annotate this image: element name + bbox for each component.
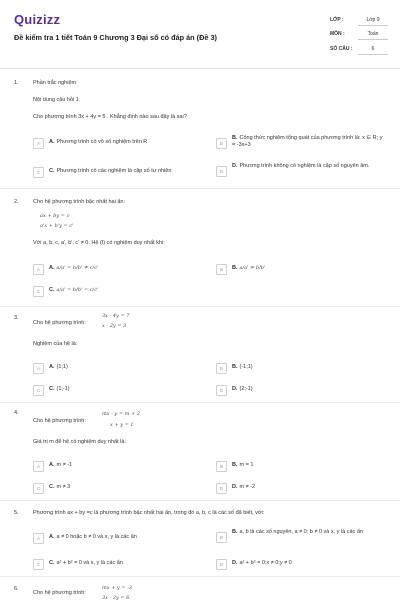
option-text: m = 1 <box>239 462 254 468</box>
option-text: (1;1) <box>56 364 68 370</box>
answer-option[interactable] <box>33 484 203 494</box>
option-letter-badge: C <box>33 483 44 494</box>
option-label: D. <box>232 560 238 566</box>
option-label: B. <box>232 364 238 370</box>
answer-option[interactable] <box>216 364 386 374</box>
question-divider <box>0 306 400 307</box>
option-letter-badge: B <box>216 532 227 543</box>
option-label: D. <box>232 484 238 490</box>
question-number: 5. <box>14 510 19 516</box>
option-label: D. <box>232 163 238 169</box>
question-line: Nghiệm của hệ là: <box>33 341 78 347</box>
option-text: a² + b² = 0;x ≠ 0;y ≠ 0 <box>239 560 292 566</box>
answer-option[interactable] <box>33 364 203 374</box>
option-label: A. <box>49 139 55 145</box>
question-number: 3. <box>14 315 19 321</box>
question-line: Với a, b, c, a', b', c' ≠ 0. Hệ (I) có nghiệm duy nhất khi: <box>33 240 165 246</box>
option-text: (2;-1) <box>239 386 253 392</box>
answer-option[interactable] <box>216 265 386 275</box>
option-text: Phương trình có các nghiệm là cặp số tự nhiên <box>56 168 172 174</box>
answer-option[interactable] <box>33 386 203 396</box>
option-text: m ≠ -1 <box>56 462 73 468</box>
option-text: a² + b² = 0 và x, y là các ẩn <box>56 560 123 566</box>
option-text: Phương trình không có nghiệm là cặp số nguyên âm. <box>239 163 370 169</box>
quizizz-logo: Quizizz <box>14 12 61 27</box>
answer-option[interactable] <box>33 560 208 570</box>
system-equation: 3x - 2y = 6 <box>102 595 130 601</box>
meta-label-subject: MÔN : <box>330 31 345 37</box>
option-letter-badge: D <box>216 385 227 396</box>
answer-option[interactable] <box>216 135 386 149</box>
system-equation: x + y = 1 <box>110 422 134 428</box>
page-title: Đề kiểm tra 1 tiết Toán 9 Chương 3 Đại số có đáp án (Đề 3) <box>14 33 217 42</box>
option-text: a ≠ 0 hoặc b ≠ 0 và x, y là các ẩn <box>56 534 137 540</box>
question-number: 1. <box>14 80 19 86</box>
system-equation: mx + y = -3 <box>102 585 132 591</box>
option-letter-badge: B <box>216 138 227 149</box>
option-label: C. <box>49 560 55 566</box>
option-text: a/a' = b/b' = c/c' <box>56 287 99 293</box>
answer-option[interactable] <box>216 462 386 472</box>
option-label: D. <box>232 386 238 392</box>
meta-value-count: 6 <box>371 46 375 52</box>
header-divider <box>0 68 400 69</box>
option-letter-badge: A <box>33 363 44 374</box>
option-text: m ≠ -2 <box>239 484 256 490</box>
answer-option[interactable] <box>216 163 386 177</box>
option-letter-badge: C <box>33 385 44 396</box>
question-line: Cho hệ phương trình: <box>33 418 86 424</box>
meta-label-class: LỚP : <box>330 17 344 23</box>
question-line: Cho phương trình 3x + 4y = 5 . Khẳng định nào sau đây là sai? <box>33 114 187 120</box>
meta-value-class: Lớp 9 <box>366 17 380 23</box>
option-text: (1;-1) <box>56 386 70 392</box>
question-divider <box>0 500 400 501</box>
option-text: m ≠ 3 <box>56 484 71 490</box>
question-line: Cho hệ phương trình: <box>33 590 86 596</box>
question-number: 4. <box>14 410 19 416</box>
option-label: A. <box>49 364 55 370</box>
option-letter-badge: D <box>216 559 227 570</box>
question-divider <box>0 188 400 189</box>
meta-underline <box>358 54 388 55</box>
answer-option[interactable] <box>33 139 203 149</box>
option-letter-badge: D <box>216 166 227 177</box>
option-label: B. <box>232 135 238 141</box>
answer-option[interactable] <box>33 287 203 297</box>
answer-option[interactable] <box>216 484 386 494</box>
question-divider <box>0 576 400 577</box>
system-equation: ax + by = c <box>40 213 70 219</box>
answer-option[interactable] <box>216 560 386 570</box>
option-letter-badge: C <box>33 559 44 570</box>
option-text: (-1;1) <box>239 364 253 370</box>
option-label: B. <box>232 529 238 535</box>
option-letter-badge: A <box>33 264 44 275</box>
system-equation: mx - y = m + 2 <box>102 411 140 417</box>
meta-underline <box>358 25 388 26</box>
question-number: 2. <box>14 199 19 205</box>
question-line: Phương trình ax + by =c là phương trình bậc nhất hai ẩn, trong đó a, b, c là các số đã biết, với: <box>33 510 265 516</box>
meta-value-subject: Toán <box>367 31 379 37</box>
option-text: a/a' ≠ b/b' <box>239 265 266 271</box>
question-line: Phần trắc nghiệm <box>33 80 77 86</box>
question-divider <box>0 402 400 403</box>
option-label: A. <box>49 534 55 540</box>
answer-option[interactable] <box>216 386 386 396</box>
answer-option[interactable] <box>33 265 203 275</box>
option-letter-badge: C <box>33 286 44 297</box>
option-letter-badge: C <box>33 167 44 178</box>
option-label: A. <box>49 265 55 271</box>
answer-option[interactable] <box>33 168 213 178</box>
question-line: Cho hệ phương trình bậc nhất hai ẩn: <box>33 199 125 205</box>
question-line: Giá trị m để hệ có nghiệm duy nhất là: <box>33 439 126 445</box>
option-label: C. <box>49 168 55 174</box>
question-line: Nội dung câu hỏi 1 <box>33 97 79 103</box>
answer-option[interactable] <box>33 534 208 544</box>
meta-label-count: SỐ CÂU : <box>330 46 353 52</box>
system-equation: 3x - 4y = 7 <box>102 313 130 319</box>
option-letter-badge: B <box>216 363 227 374</box>
option-label: C. <box>49 484 55 490</box>
option-text: a/a' = b/b' ≠ c/c' <box>56 265 99 271</box>
option-label: C. <box>49 386 55 392</box>
option-label: B. <box>232 265 238 271</box>
answer-option[interactable] <box>216 529 386 543</box>
question-line: Cho hệ phương trình: <box>33 320 86 326</box>
answer-option[interactable] <box>33 462 203 472</box>
option-label: B. <box>232 462 238 468</box>
option-letter-badge: B <box>216 461 227 472</box>
meta-underline <box>358 39 388 40</box>
option-letter-badge: A <box>33 533 44 544</box>
option-letter-badge: D <box>216 483 227 494</box>
question-number: 6. <box>14 586 19 592</box>
system-equation: x - 2y = 3 <box>102 323 127 329</box>
option-label: A. <box>49 462 55 468</box>
option-text: Phương trình có vô số nghiệm trên R <box>56 139 148 145</box>
option-text: Công thức nghiệm tổng quát của phương trình là: x ∈ R; y = -3x+3 <box>232 135 383 148</box>
option-letter-badge: B <box>216 264 227 275</box>
system-equation: a'x + b'y = c' <box>40 223 74 229</box>
option-letter-badge: A <box>33 138 44 149</box>
option-text: a, b là các số nguyên, a ≠ 0; b ≠ 0 và x, y là các ẩn <box>239 529 363 535</box>
option-label: C. <box>49 287 55 293</box>
option-letter-badge: A <box>33 461 44 472</box>
